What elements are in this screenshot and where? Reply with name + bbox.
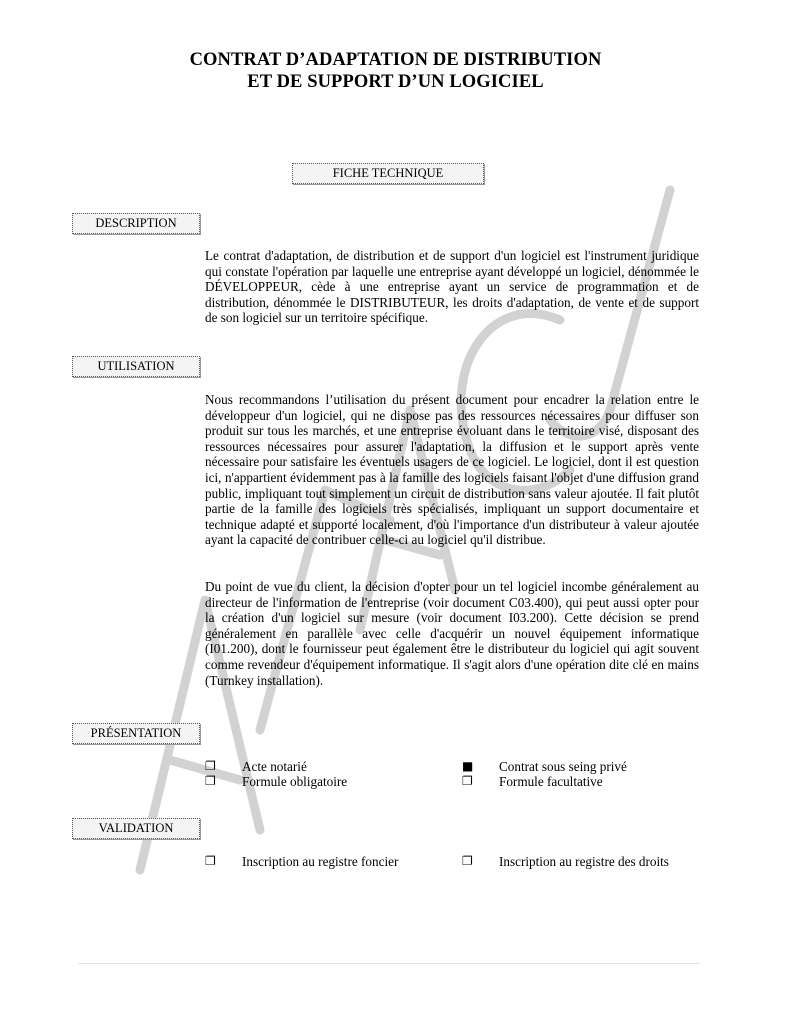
section-label-utilisation: UTILISATION — [72, 356, 200, 377]
title-line-2: ET DE SUPPORT D’UN LOGICIEL — [247, 72, 544, 92]
checkbox-registre-des-droits[interactable]: ❐ — [462, 854, 473, 868]
utilisation-paragraph-1: Nous recommandons l’utilisation du présent document pour encadrer la relation entre le développeur d'un logiciel, qui ne dispose pas des ressources nécessaires pour diffuser son produit sur tous les marchés, et une entreprise évoluant dans le territoire visé, disposant des ressources nécessaires pour assurer l'adaptation, la diffusion et le support après vente nécessaire pour satisfaire les éventuels usagers de ce logiciel. Le logiciel, dont il est question ici, n'appartient évidemment pas à la famille des logiciels faisant l'objet d'une diffusion grand public, impliquant tout simplement un circuit de distribution sans valeur ajoutée. Il fait plutôt partie de la famille des logiciels très spécialisés, impliquant un support documentaire et technique adapté et supporté localement, d'où l'importance d'un distributeur à valeur ajoutée ayant la capacité de contribuer celle-ci au logiciel qu'il distribue. — [205, 392, 699, 548]
title-line-1: CONTRAT D’ADAPTATION DE DISTRIBUTION — [189, 50, 602, 70]
option-label-acte-notarie: Acte notarié — [242, 759, 307, 774]
fiche-technique-label: FICHE TECHNIQUE — [292, 163, 484, 184]
section-label-presentation: PRÉSENTATION — [72, 723, 200, 744]
utilisation-paragraph-2: Du point de vue du client, la décision d'opter pour un tel logiciel incombe généralement au directeur de l'information de l'entreprise (voir document C03.400), qui peut aussi opter pour la création d'un logiciel sur mesure (voir document I03.200). Cette décision se prend généralement en parallèle avec celle d'acquérir un nouvel équipement informatique (I01.200), dont le fournisseur peut également être le distributeur du logiciel qui agit souvent comme revendeur d'équipement informatique. Il s'agit alors d'une opération dite clé en mains (Turnkey installation). — [205, 579, 699, 688]
section-label-validation: VALIDATION — [72, 818, 200, 839]
description-paragraph: Le contrat d'adaptation, de distribution et de support d'un logiciel est l'instrument juridique qui constate l'opération par laquelle une entreprise ayant développé un logiciel, dénommée le DÉVELOPPEUR, cède à une entreprise ayant un service de programmation et de distribution, dénommée le DISTRIBUTEUR, les droits d'adaptation, de vente et de support de son logiciel sur un territoire spécifique. — [205, 248, 699, 326]
option-label-formule-facultative: Formule facultative — [499, 774, 603, 789]
option-label-contrat-sous-seing-prive: Contrat sous seing privé — [499, 759, 627, 774]
checkbox-acte-notarie[interactable]: ❐ — [205, 759, 216, 773]
checkbox-formule-facultative[interactable]: ❐ — [462, 774, 473, 788]
checkbox-registre-foncier[interactable]: ❐ — [205, 854, 216, 868]
option-label-registre-des-droits: Inscription au registre des droits — [499, 854, 669, 869]
checkbox-formule-obligatoire[interactable]: ❐ — [205, 774, 216, 788]
option-label-registre-foncier: Inscription au registre foncier — [242, 854, 399, 869]
footer-divider — [78, 963, 700, 964]
checkbox-contrat-sous-seing-prive[interactable]: ■ — [462, 759, 474, 773]
document-title — [0, 49, 791, 93]
section-label-description: DESCRIPTION — [72, 213, 200, 234]
option-label-formule-obligatoire: Formule obligatoire — [242, 774, 348, 789]
